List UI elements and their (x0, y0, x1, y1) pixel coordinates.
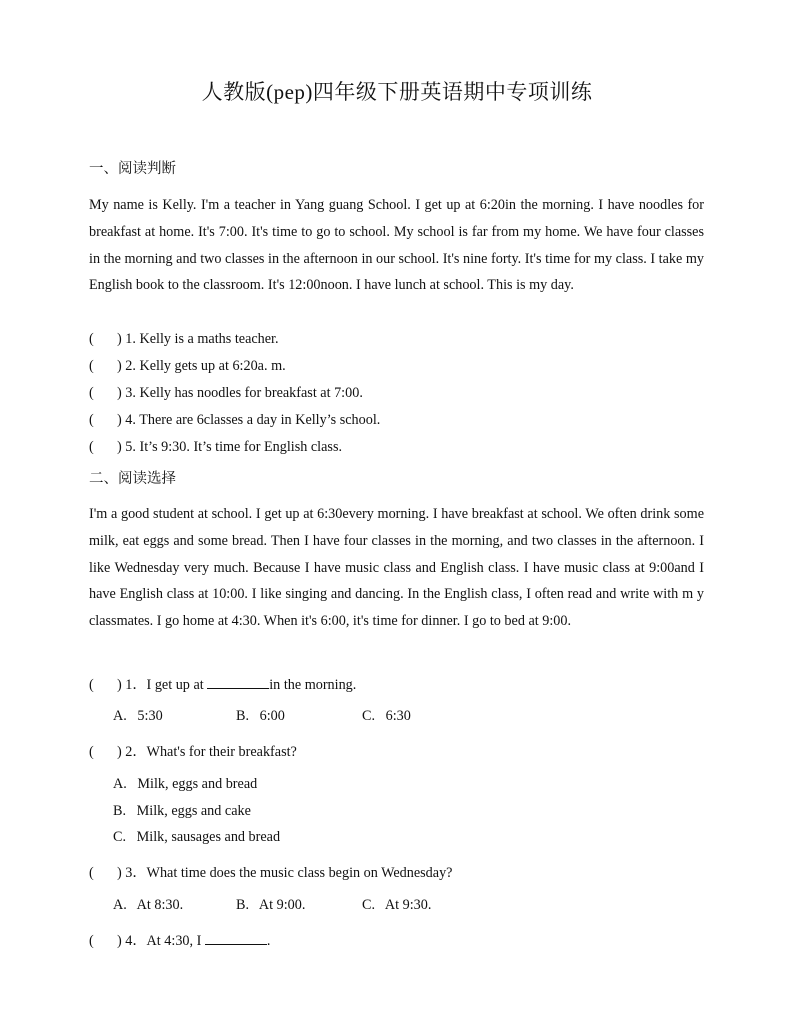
answer-paren-open: ( (89, 331, 94, 347)
answer-paren-open: ( (89, 412, 94, 428)
question-text: 5. It’s 9:30. It’s time for English class. (125, 439, 343, 455)
answer-blank (205, 932, 267, 945)
section1-heading: 一、阅读判断 (89, 161, 176, 177)
judge-question-3 (89, 385, 363, 402)
judge-question-4 (89, 412, 380, 429)
question-text: ) 2．What's for their breakfast? (117, 744, 297, 760)
section2-heading: 二、阅读选择 (89, 471, 176, 487)
answer-paren-close: ) (117, 439, 122, 455)
answer-paren-open: ( (89, 358, 94, 374)
option-b: B. At 9:00. (236, 897, 306, 913)
question-text: 2. Kelly gets up at 6:20a. m. (125, 358, 286, 374)
question-text: 4. There are 6classes a day in Kelly’s school. (125, 412, 381, 428)
option-c: C. Milk, sausages and bread (113, 829, 281, 845)
choice-question-3: ( ) 3．What time does the music class begin on Wednesday? (89, 865, 453, 881)
option-b: B. 6:00 (236, 708, 285, 724)
option-a: A. 5:30 (113, 708, 163, 724)
question-text: 3. Kelly has noodles for breakfast at 7:00. (125, 385, 363, 401)
question-text: 1. Kelly is a maths teacher. (125, 331, 279, 347)
question-text-after: in the morning. (269, 677, 357, 693)
answer-paren-open: ( (89, 385, 94, 401)
answer-paren-close: ) (117, 331, 122, 347)
question-text-after: . (266, 933, 271, 949)
answer-paren-close: ) (117, 412, 122, 428)
option-a: A. Milk, eggs and bread (113, 776, 258, 792)
answer-paren-close: ) (117, 385, 122, 401)
choice-question-1: ( ) 1．I get up at in the morning. (89, 677, 357, 693)
question-text: ) 1．I get up at (117, 677, 204, 693)
answer-paren-open: ( (89, 439, 94, 455)
answer-paren-close: ) (117, 358, 122, 374)
option-c: C. 6:30 (362, 708, 411, 724)
option-b: B. Milk, eggs and cake (113, 803, 251, 819)
answer-blank (207, 676, 269, 689)
page-title: 人教版(pep)四年级下册英语期中专项训练 (201, 80, 593, 104)
judge-question-1 (89, 331, 279, 348)
choice-question-2: ( ) 2．What's for their breakfast? (89, 744, 297, 760)
question-text: ) 3．What time does the music class begin on Wednesday? (117, 865, 453, 881)
judge-question-5 (89, 439, 342, 456)
section1-passage: My name is Kelly. I'm a teacher in Yang guang School. I get up at 6:20in the morning. I have noodles for breakfast at home. It's 7:00. It's time to go to school. My school is far from my home. We have four classes in the morning and two classes in the afternoon in our school. It's nine forty. It's time for my class. I take my English book to the classroom. It's 12:00noon. I have lunch at school. This is my day. (89, 197, 704, 294)
choice-question-4: ( ) 4．At 4:30, I . (89, 933, 271, 949)
judge-question-2 (89, 358, 286, 375)
option-c: C. At 9:30. (362, 897, 432, 913)
option-a: A. At 8:30. (113, 897, 184, 913)
section2-passage: I'm a good student at school. I get up at 6:30every morning. I have breakfast at school. We often drink some milk, eat eggs and some bread. Then I have four classes in the morning, and two classes in the afternoon. I like Wednesday very much. Because I have music class and English class. I have music class at 9:00and I have English class at 10:00. I like singing and dancing. In the English class, I often read and write with m y classmates. I go home at 4:30. When it's 6:00, it's time for dinner. I go to bed at 9:00. (89, 506, 704, 630)
question-text: ) 4．At 4:30, I (117, 933, 202, 949)
